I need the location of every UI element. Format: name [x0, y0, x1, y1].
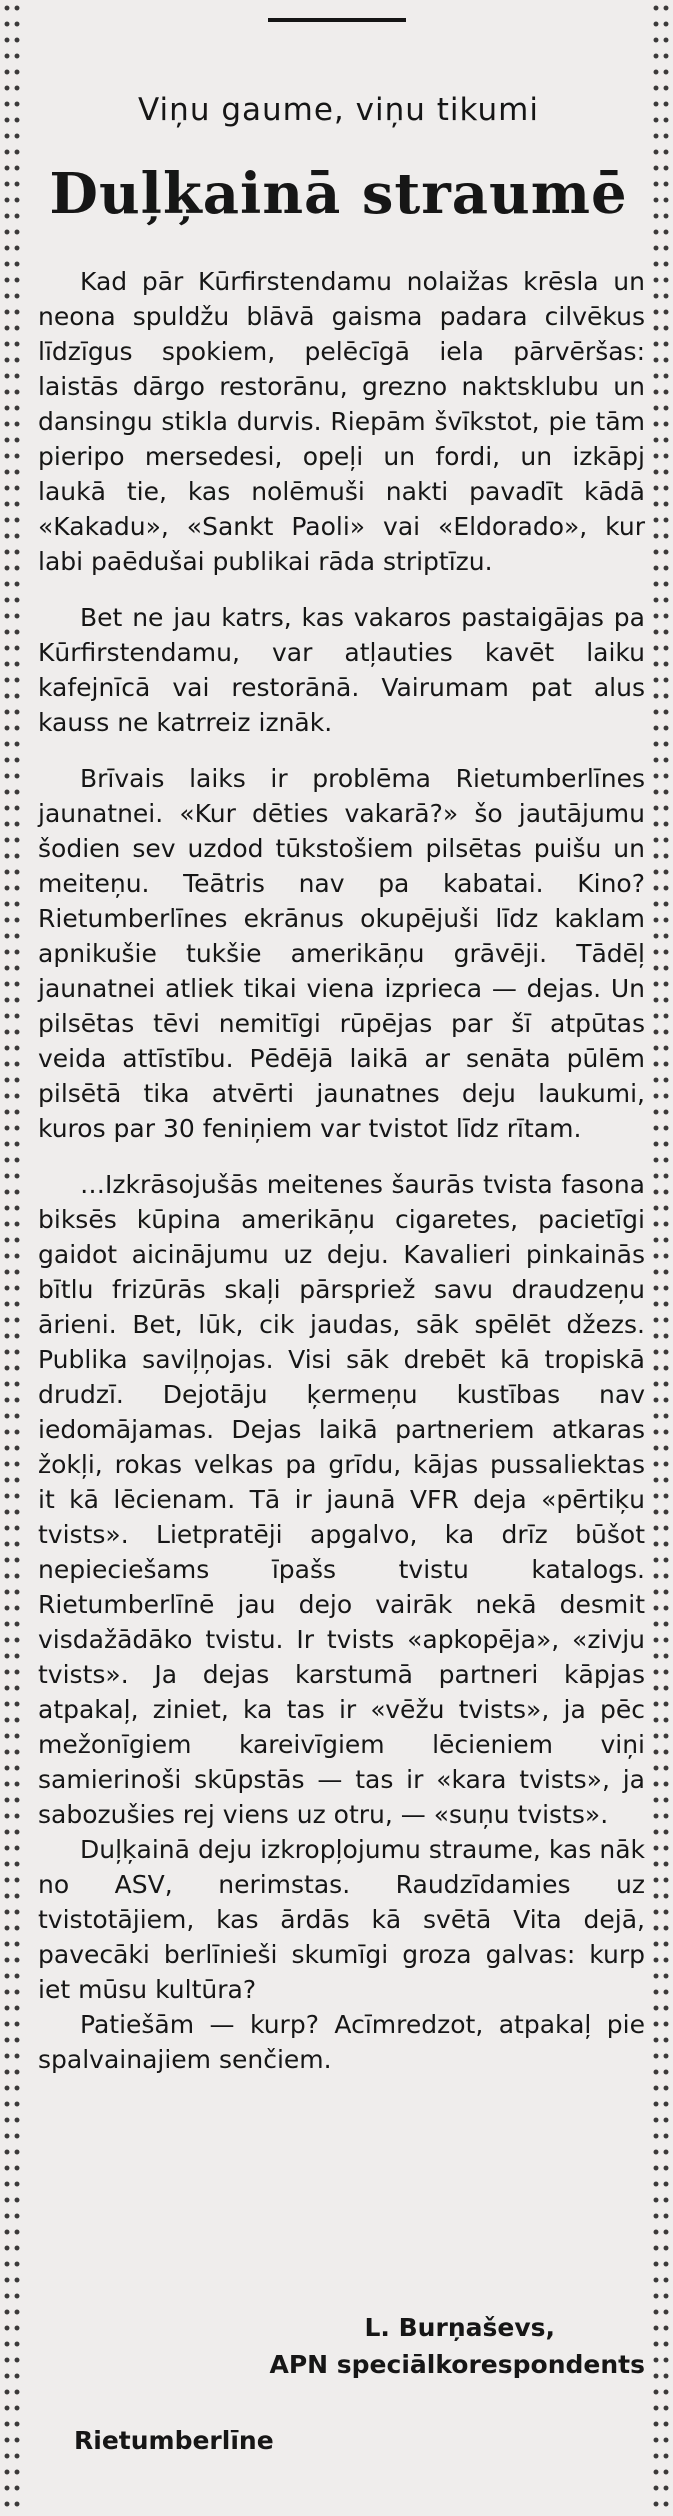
article-paragraph: Brīvais laiks ir problēma Rietumberlīnes jaunatnei. «Kur dēties vakarā?» šo jautājumu šodien sev uzdod tūkstošiem pilsētas puišu un meiteņu. Teātris nav pa kabatai. Kino? Rietumberlīnes ekrānus okupējuši līdz kaklam apnikušie tukšie amerikāņu grāvēji. Tādēļ jaunatnei atliek tikai viena izprieca — dejas. Un pilsētas tēvi nemitīgi rūpējas par šī atpūtas veida attīstību. Pēdējā laikā ar senāta pūlēm pilsētā tika atvērti jaunatnes deju laukumi, kuros par 30 feniņiem var tvistot līdz rītam.	[38, 764, 645, 1143]
article-paragraph: Patiešām — kurp? Acīmredzot, atpakaļ pie spalvainajiem senčiem.	[38, 2010, 645, 2074]
article-kicker: Viņu gaume, viņu tikumi	[138, 92, 539, 128]
author-role: APN speciālkorespondents	[269, 2350, 645, 2379]
article-paragraph: …Izkrāsojušās meitenes šaurās tvista fasona biksēs kūpina amerikāņu cigaretes, pacietīgi gaidot aicinājumu uz deju. Kavalieri pinkainās bītlu frizūrās skaļi pārspriež savu draudzeņu ārieni. Bet, lūk, cik jaudas, sāk spēlēt džezs. Publika saviļņojas. Visi sāk drebēt kā tropiskā drudzī. Dejotāju ķermeņu kustības nav iedomājamas. Dejas laikā partneriem atkaras žokļi, rokas velkas pa grīdu, kājas pussaliektas it kā lēcienam. Tā ir jaunā VFR deja «pērtiķu tvists». Lietpratēji apgalvo, ka drīz būšot nepieciešams īpašs tvistu katalogs. Rietumberlīnē jau dejo vairāk nekā desmit visdažādāko tvistu. Ir tvists «apkopēja», «zivju tvists». Ja dejas karstumā partneri kāpjas atpakaļ, ziniet, ka tas ir «vēžu tvists», ja pēc mežonīgiem kareivīgiem lēcieniem viņi samierinoši skūpstās — tas ir «kara tvists», ja sabozušies rej viens uz otru, — «suņu tvists».	[38, 1170, 645, 1829]
article-body	[38, 264, 645, 2077]
article-signature	[95, 2309, 645, 2383]
right-ornamental-border	[651, 0, 673, 2516]
top-rule	[268, 18, 406, 22]
dateline-location: Rietumberlīne	[74, 2426, 274, 2455]
article-headline: Duļķainā straumē	[49, 161, 628, 227]
author-name: L. Burņaševs,	[364, 2313, 555, 2342]
article-paragraph: Duļķainā deju izkropļojumu straume, kas nāk no ASV, nerimstas. Raudzīdamies uz tvistotājiem, kas ārdās kā svētā Vita dejā, pavecāki berlīnieši skumīgi groza galvas: kurp iet mūsu kultūra?	[38, 1835, 645, 2004]
article-paragraph: Kad pār Kūrfirstendamu nolaižas krēsla un neona spuldžu blāvā gaisma padara cilvēkus līdzīgus spokiem, pelēcīgā iela pārvēršas: laistās dārgo restorānu, grezno naktsklubu un dansingu stikla durvis. Riepām švīkstot, pie tām pieripo mersedesi, opeļi un fordi, un izkāpj laukā tie, kas nolēmuši nakti pavadīt kādā «Kakadu», «Sankt Paoli» vai «Eldorado», kur labi paēdušai publikai rāda striptīzu.	[38, 267, 645, 576]
left-ornamental-border	[2, 0, 24, 2516]
article-paragraph: Bet ne jau katrs, kas vakaros pastaigājas pa Kūrfirstendamu, var atļauties kavēt laiku kafejnīcā vai restorānā. Vairumam pat alus kauss ne katrreiz iznāk.	[38, 603, 645, 737]
